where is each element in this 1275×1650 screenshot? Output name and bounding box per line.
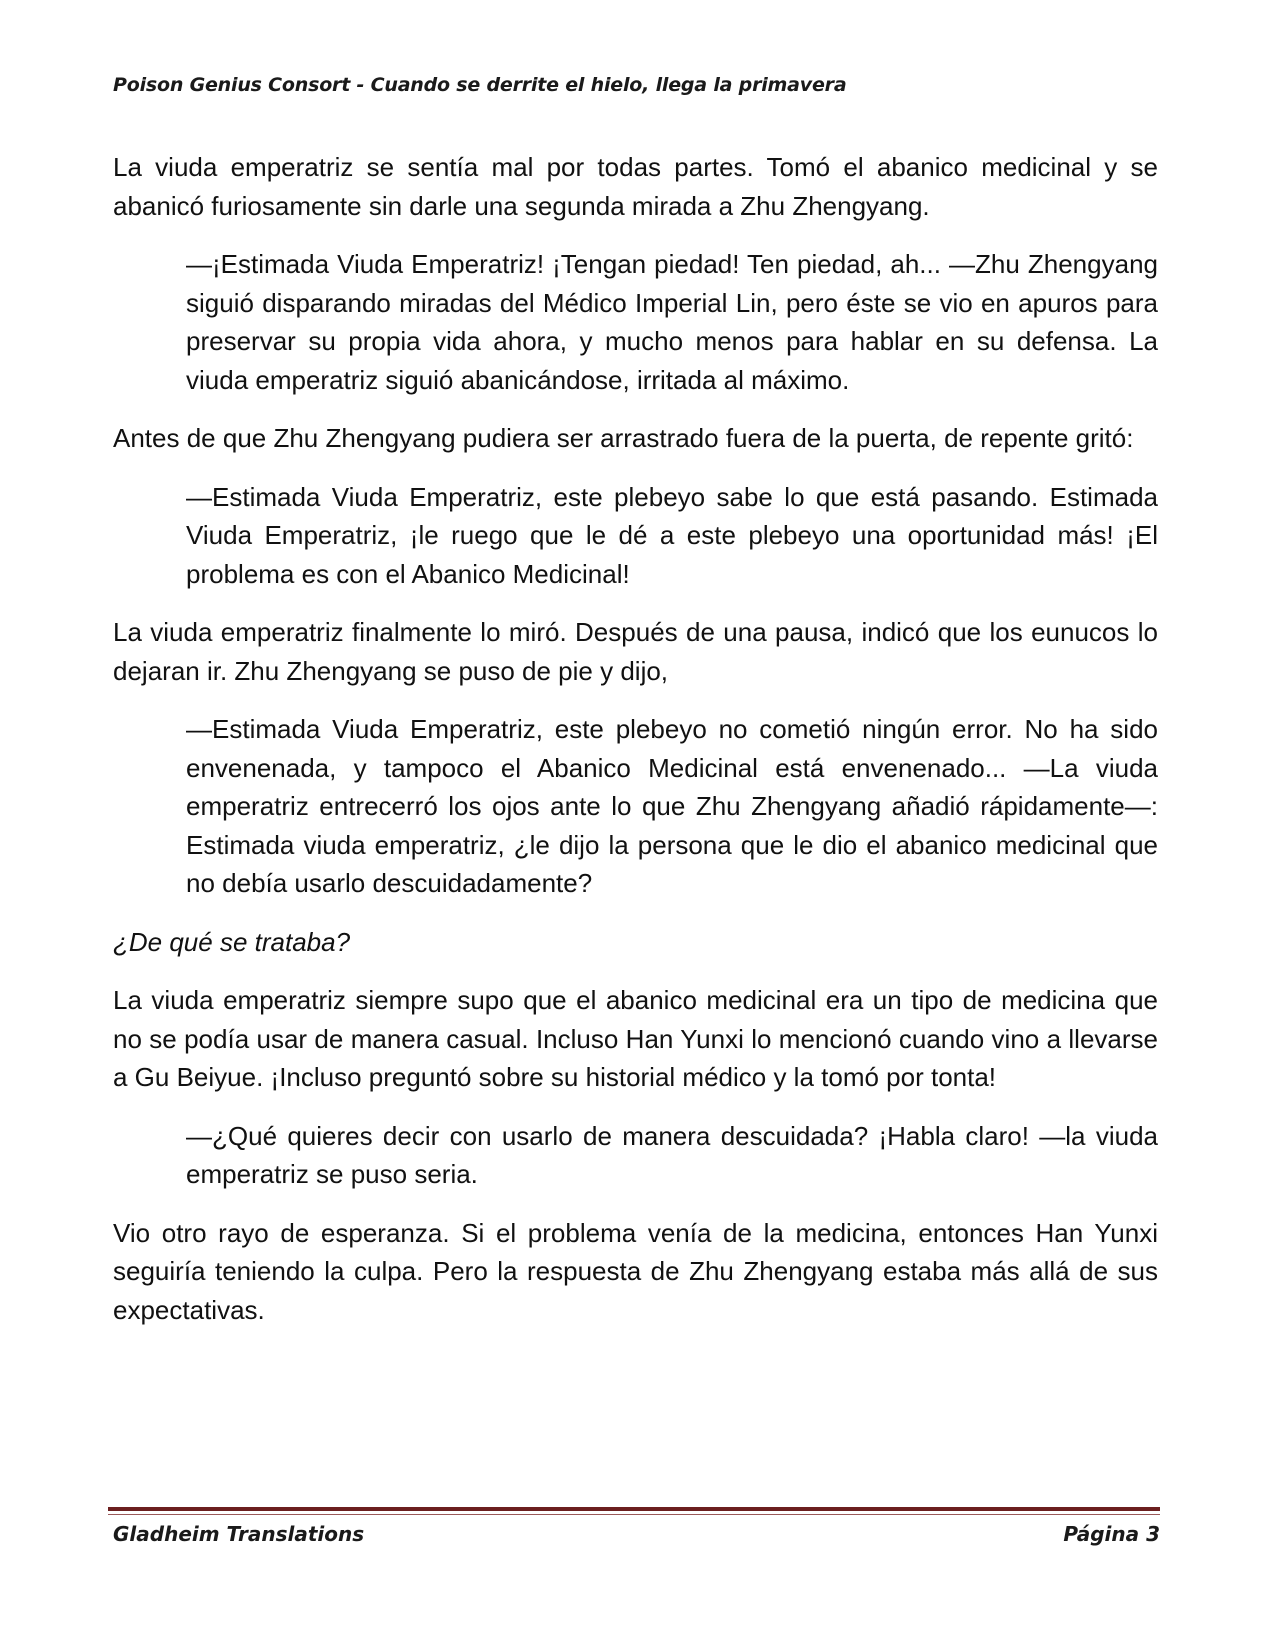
footer-page-number: Página 3 — [1063, 1522, 1160, 1546]
paragraph: Vio otro rayo de esperanza. Si el problema venía de la medicina, entonces Han Yunxi seguiría teniendo la culpa. Pero la respuesta de Zhu Zhengyang estaba más allá de sus expectativas. — [113, 1217, 1158, 1325]
dialogue-paragraph: —Estimada Viuda Emperatriz, este plebeyo no cometió ningún error. No ha sido envenenada, y tampoco el Abanico Medicinal está envenenado... —La viuda emperatriz entrecerró los ojos ante lo que Zhu Zhengyang añadió rápidamente—: Estimada viuda emperatriz, ¿le dijo la persona que le dio el abanico medicinal que no debía usarlo descuidadamente? — [186, 714, 1158, 898]
paragraph: La viuda emperatriz siempre supo que el abanico medicinal era un tipo de medicina que no se podía usar de manera casual. Incluso Han Yunxi lo mencionó cuando vino a llevarse a Gu Beiyue. ¡Incluso preguntó sobre su historial médico y la tomó por tonta! — [113, 985, 1158, 1092]
footer-publisher: Gladheim Translations — [113, 1522, 365, 1546]
italic-thought: ¿De qué se trataba? — [113, 926, 351, 957]
dialogue-paragraph: —Estimada Viuda Emperatriz, este plebeyo sabe lo que está pasando. Estimada Viuda Emperatriz, ¡le ruego que le dé a este plebeyo una oportunidad más! ¡El problema es con el Abanico Medicinal! — [186, 481, 1158, 589]
paragraph: La viuda emperatriz finalmente lo miró. Después de una pausa, indicó que los eunucos lo dejaran ir. Zhu Zhengyang se puso de pie y dijo, — [113, 617, 1158, 686]
dialogue-paragraph: —¿Qué quieres decir con usarlo de manera descuidada? ¡Habla claro! —la viuda emperatriz se puso seria. — [186, 1120, 1158, 1189]
paragraph: Antes de que Zhu Zhengyang pudiera ser arrastrado fuera de la puerta, de repente gritó: — [113, 423, 1134, 453]
page-header-title: Poison Genius Consort - Cuando se derrite el hielo, llega la primavera — [113, 74, 847, 96]
footer-rule — [108, 1507, 1160, 1511]
paragraph: La viuda emperatriz se sentía mal por todas partes. Tomó el abanico medicinal y se abanicó furiosamente sin darle una segunda mirada a Zhu Zhengyang. — [113, 152, 1158, 221]
dialogue-paragraph: —¡Estimada Viuda Emperatriz! ¡Tengan piedad! Ten piedad, ah... —Zhu Zhengyang siguió disparando miradas del Médico Imperial Lin, pero éste se vio en apuros para preservar su propia vida ahora, y mucho menos para hablar en su defensa. La viuda emperatriz siguió abanicándose, irritada al máximo. — [186, 249, 1158, 395]
document-body — [113, 148, 1158, 1349]
footer-rule-thin — [108, 1514, 1160, 1515]
